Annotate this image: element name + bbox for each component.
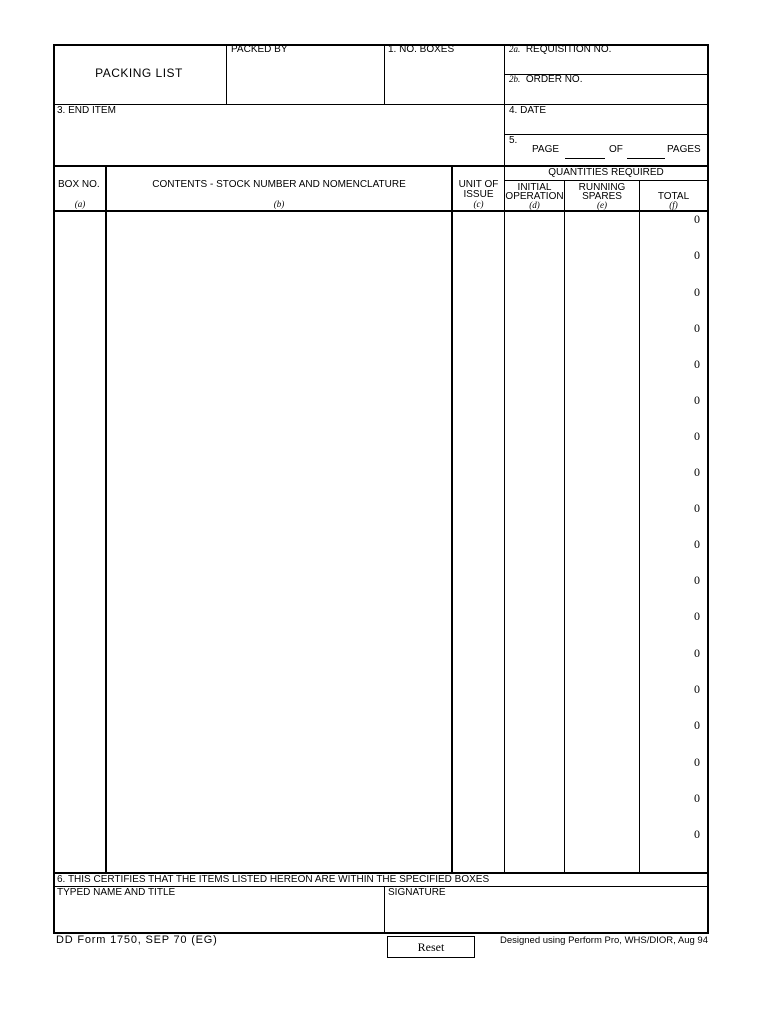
page-count-field[interactable] — [627, 143, 665, 159]
initial-header-line2: OPERATION — [505, 191, 564, 202]
end-item-label: 3. END ITEM — [57, 105, 116, 116]
total-value: 0 — [694, 321, 700, 335]
total-value: 0 — [694, 755, 700, 769]
packed-by-field[interactable] — [229, 58, 385, 104]
date-label: 4. DATE — [509, 105, 547, 116]
initial-letter: (d) — [529, 200, 540, 210]
unit-letter: (c) — [473, 199, 484, 209]
no-boxes-label: 1. NO. BOXES — [388, 44, 455, 55]
packed-by-label: PACKED BY — [231, 44, 288, 55]
unit-header-line2: ISSUE — [463, 189, 494, 200]
total-value: 0 — [694, 573, 700, 587]
requisition-label-num: 2a. — [509, 44, 521, 54]
total-value: 0 — [694, 429, 700, 443]
contents-column-input[interactable] — [108, 213, 453, 873]
end-item-field[interactable] — [57, 118, 505, 164]
typed-name-label: TYPED NAME AND TITLE — [57, 887, 176, 898]
contents-letter: (b) — [273, 199, 285, 209]
total-value: 0 — [694, 501, 700, 515]
total-value: 0 — [694, 285, 700, 299]
of-label: OF — [609, 144, 623, 155]
designed-credit: Designed using Perform Pro, WHS/DIOR, Aug 94 — [499, 935, 708, 946]
box-no-letter: (a) — [74, 199, 86, 209]
total-value: 0 — [694, 537, 700, 551]
unit-header-line1: UNIT OF — [458, 179, 499, 190]
total-letter: (f) — [669, 200, 678, 210]
certification-text: 6. THIS CERTIFIES THAT THE ITEMS LISTED HEREON ARE WITHIN THE SPECIFIED BOXES — [57, 874, 490, 885]
initial-header-line1: INITIAL — [517, 182, 552, 193]
form-id: DD Form 1750, SEP 70 (EG) — [56, 934, 218, 946]
total-header: TOTAL — [657, 191, 690, 202]
signature-label: SIGNATURE — [388, 887, 446, 898]
page-label: PAGE — [532, 144, 560, 155]
total-value: 0 — [694, 718, 700, 732]
unit-column-input[interactable] — [454, 213, 506, 873]
box-no-column-input[interactable] — [56, 213, 107, 873]
order-label-num: 2b. — [509, 74, 521, 84]
page-block-num: 5. — [509, 135, 518, 146]
order-field[interactable] — [508, 87, 708, 105]
reset-button[interactable]: Reset — [387, 936, 475, 958]
contents-header: CONTENTS - STOCK NUMBER AND NOMENCLATURE — [152, 179, 406, 190]
date-field[interactable] — [508, 118, 708, 135]
total-value: 0 — [694, 248, 700, 262]
total-value: 0 — [694, 791, 700, 805]
total-value: 0 — [694, 609, 700, 623]
no-boxes-field[interactable] — [387, 58, 505, 104]
requisition-field[interactable] — [508, 57, 708, 75]
requisition-label — [509, 44, 611, 55]
running-column-input[interactable] — [566, 213, 641, 873]
total-value: 0 — [694, 393, 700, 407]
total-value: 0 — [694, 646, 700, 660]
pages-label: PAGES — [667, 144, 701, 155]
quantities-header: QUANTITIES REQUIRED — [548, 167, 664, 178]
order-label-text: ORDER NO. — [525, 74, 583, 85]
total-value: 0 — [694, 357, 700, 371]
form-title: PACKING LIST — [95, 66, 183, 80]
running-letter: (e) — [597, 200, 607, 210]
box-no-header: BOX NO. — [58, 179, 100, 190]
signature-field[interactable] — [387, 900, 705, 930]
total-value: 0 — [694, 827, 700, 841]
total-value: 0 — [694, 465, 700, 479]
typed-name-field[interactable] — [57, 900, 385, 932]
total-value: 0 — [694, 212, 700, 226]
running-header-line2: SPARES — [582, 191, 622, 202]
requisition-label-text: REQUISITION NO. — [525, 44, 612, 55]
initial-column-input[interactable] — [506, 213, 566, 873]
total-value: 0 — [694, 682, 700, 696]
order-label — [509, 74, 582, 85]
running-header-line1: RUNNING — [578, 182, 626, 193]
page-number-field[interactable] — [565, 143, 605, 159]
